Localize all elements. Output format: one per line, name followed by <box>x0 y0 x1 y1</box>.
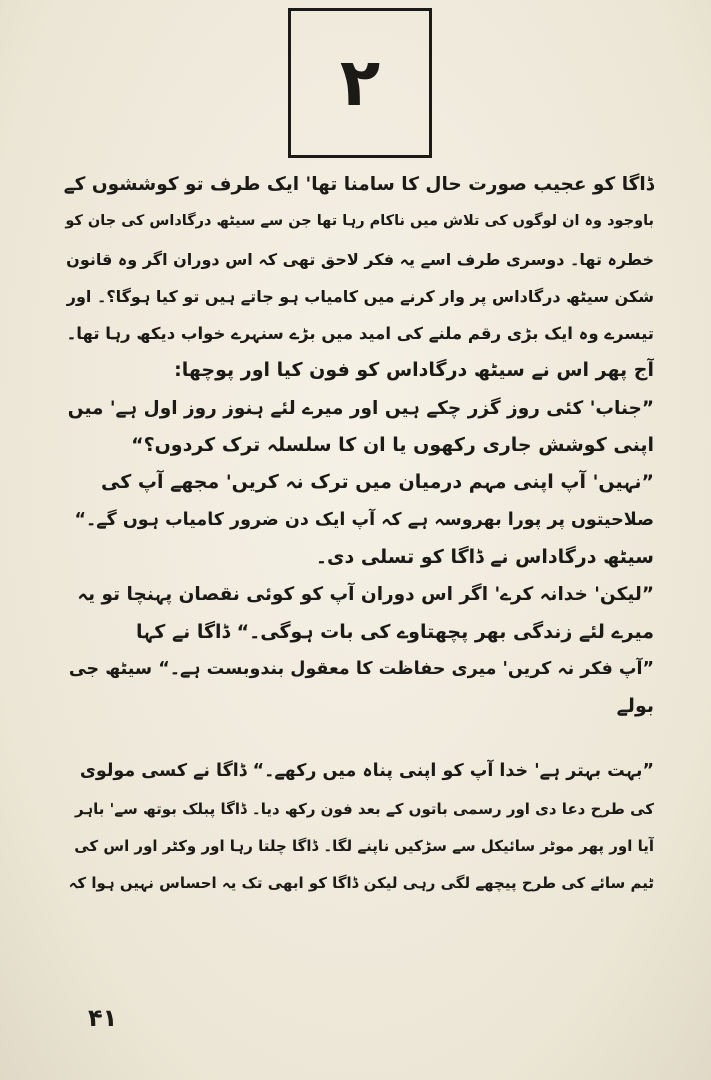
text-line: ”بہت بہتر ہے' خدا آپ کو اپنی پناہ میں رکھے۔“ ڈاگا نے کسی مولوی <box>79 761 654 782</box>
text-line: ”نہیں' آپ اپنی مہم درمیان میں ترک نہ کریں' مجھے آپ کی <box>101 471 654 494</box>
text-line: تیسرے وہ ایک بڑی رقم ملنے کی امید میں بڑے سنہرے خواب دیکھ رہا تھا۔ <box>66 324 654 344</box>
text-line: ٹیم سائے کی طرح پیچھے لگی رہی لیکن ڈاگا کو ابھی تک یہ احساس نہیں ہوا کہ <box>68 874 654 893</box>
text-line: صلاحیتوں پر پورا بھروسہ ہے کہ آپ ایک دن ضرور کامیاب ہوں گے۔“ <box>74 509 654 530</box>
text-line: آیا اور پھر موٹر سائیکل سے سڑکیں ناپنے لگا۔ ڈاگا چلتا رہا اور وکٹر اور اس کی <box>74 837 654 856</box>
text-line: شکن سیٹھ درگاداس پر وار کرنے میں کامیاب ہو جاتے ہیں تو کیا ہوگا؟۔ اور <box>66 286 654 306</box>
text-line: کی طرح دعا دی اور رسمی باتوں کے بعد فون رکھ دیا۔ ڈاگا پبلک بوتھ سے' باہر <box>75 799 654 818</box>
chapter-number: ۲ <box>339 44 381 121</box>
text-line: میرے لئے زندگی بھر پچھتاوے کی بات ہوگی۔“ ڈاگا نے کہا <box>136 620 654 643</box>
page-number: ۴۱ <box>88 1004 118 1032</box>
text-line: خطرہ تھا۔ دوسری طرف اسے یہ فکر لاحق تھی کہ اس دوران اگر وہ قانون <box>66 249 654 269</box>
body-text <box>64 166 654 903</box>
text-line: باوجود وہ ان لوگوں کی تلاش میں ناکام رہا تھا جن سے سیٹھ درگاداس کی جان کو <box>65 213 654 230</box>
text-line: بولے <box>616 695 654 718</box>
text-line: ”آپ فکر نہ کریں' میری حفاظت کا معقول بندوبست ہے۔“ سیٹھ جی <box>68 658 654 679</box>
paragraph-gap <box>64 725 654 753</box>
text-line: آج پھر اس نے سیٹھ درگاداس کو فون کیا اور پوچھا: <box>174 359 654 382</box>
chapter-number-box <box>288 8 432 158</box>
text-line: سیٹھ درگاداس نے ڈاگا کو تسلی دی۔ <box>315 545 654 568</box>
text-line: ”لیکن' خدانہ کرے' اگر اس دوران آپ کو کوئی نقصان پہنچا تو یہ <box>77 584 654 606</box>
text-line: ”جناب' کئی روز گزر چکے ہیں اور میرے لئے ہنوز روز اول ہے' میں <box>67 397 654 419</box>
text-line: ڈاگا کو عجیب صورت حال کا سامنا تھا' ایک طرف تو کوششوں کے <box>64 174 654 195</box>
text-line: اپنی کوشش جاری رکھوں یا ان کا سلسلہ ترک کردوں؟“ <box>131 434 654 457</box>
